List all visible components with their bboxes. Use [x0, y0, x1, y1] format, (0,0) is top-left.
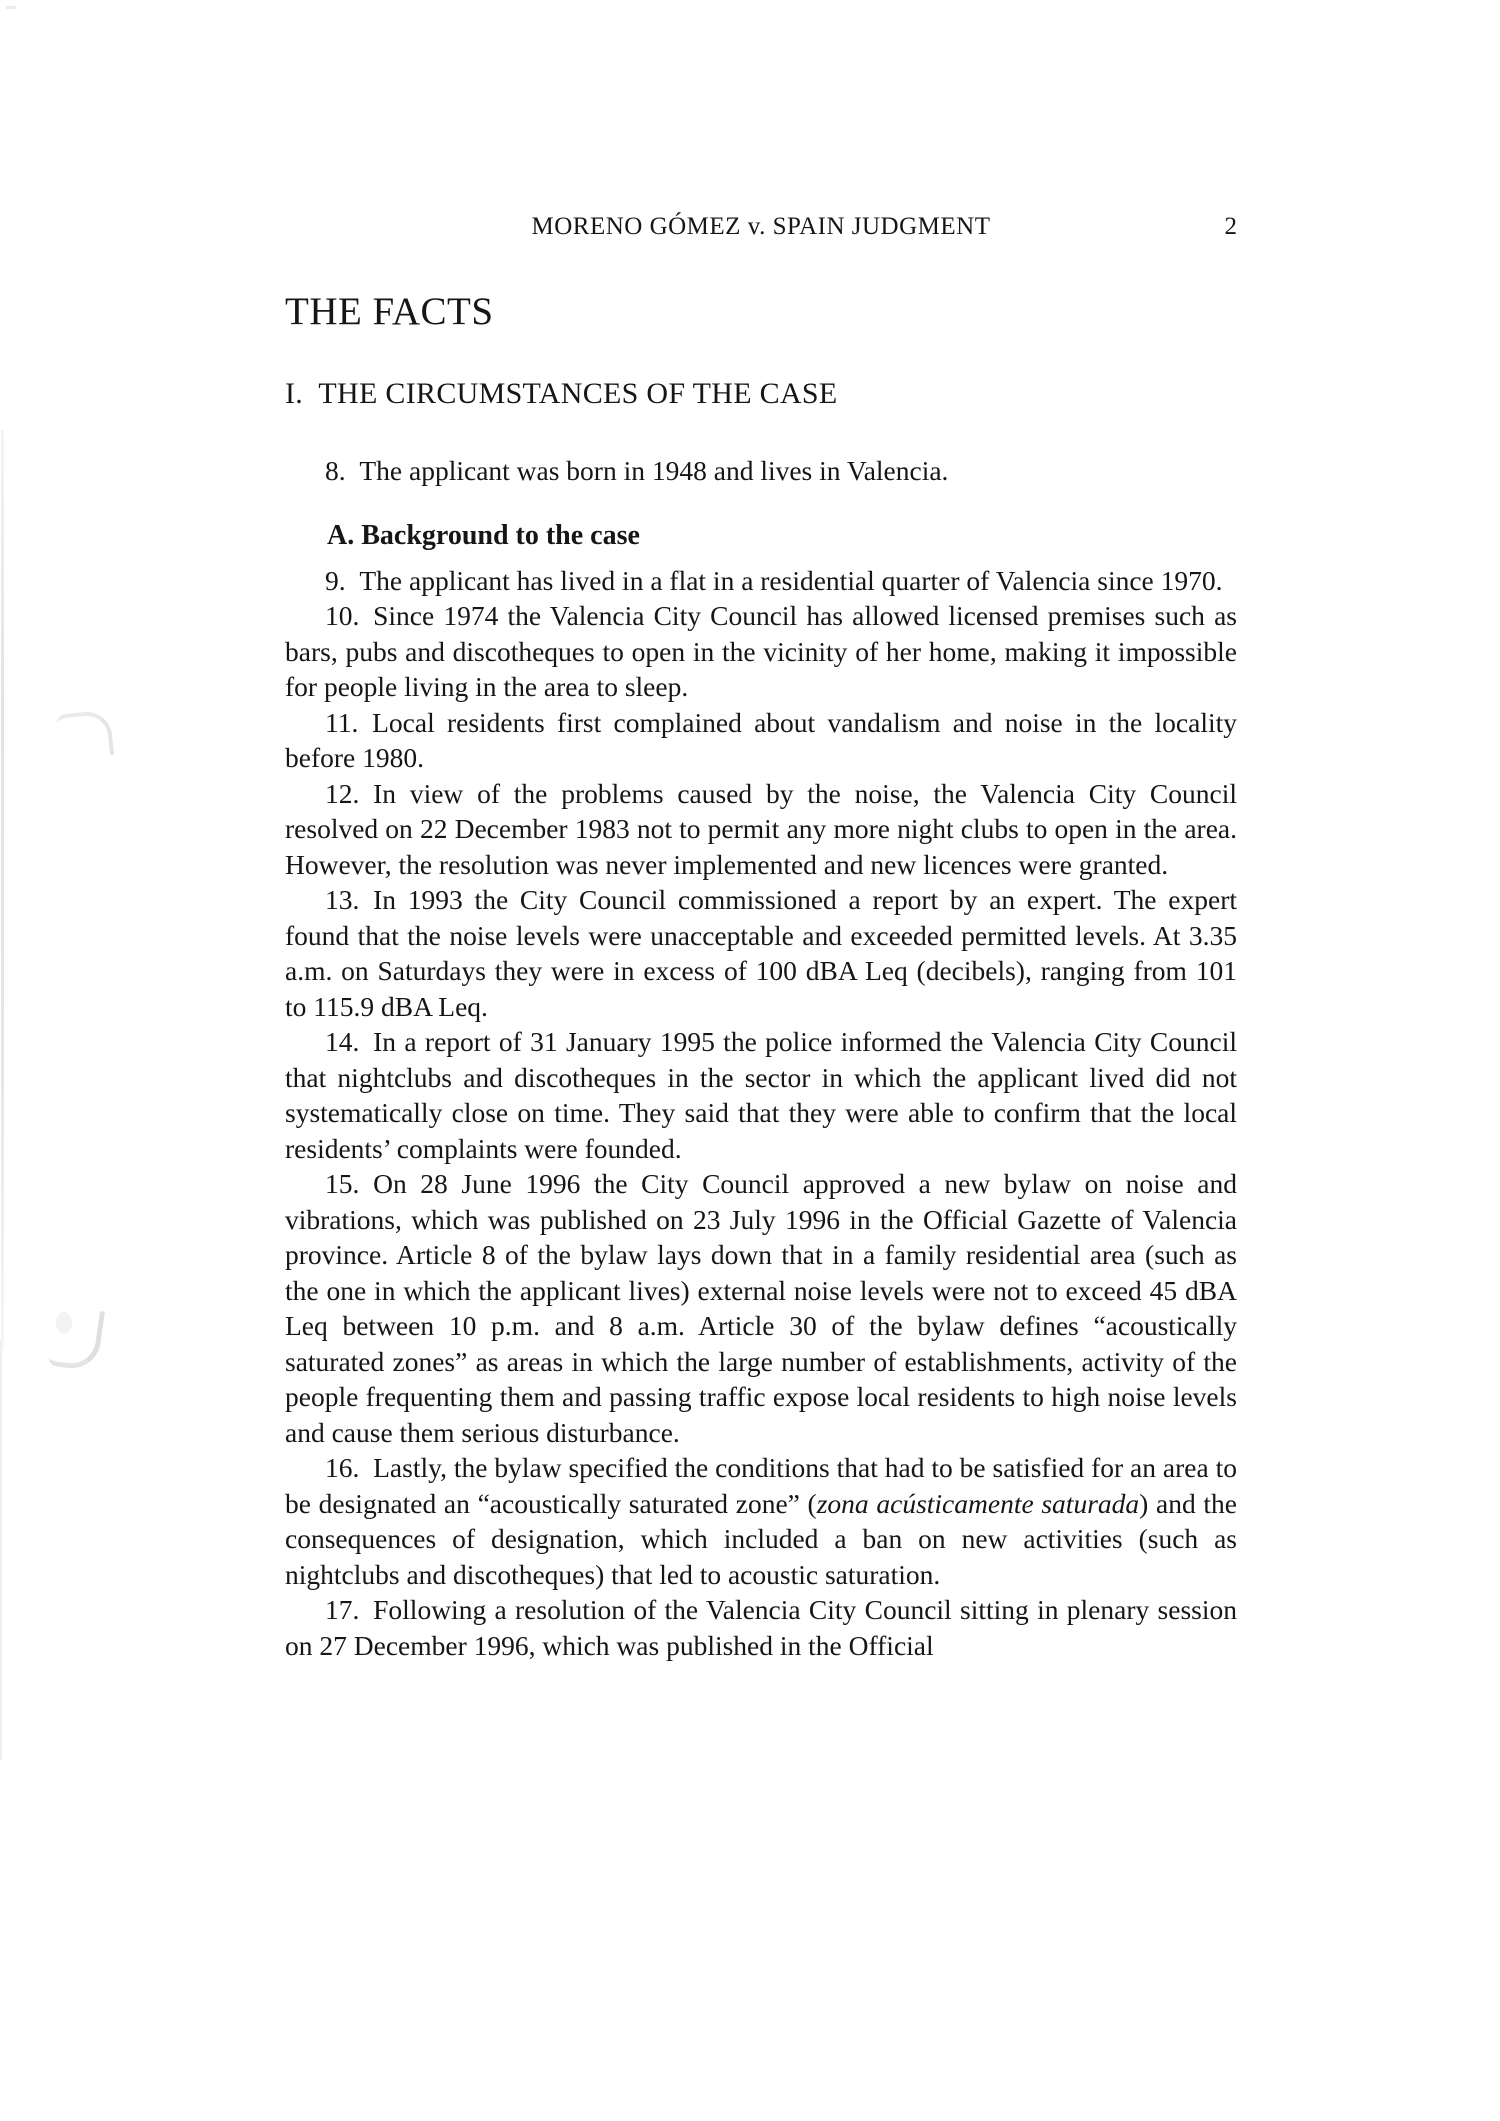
paragraph: [285, 776, 1237, 883]
header-case-title: MORENO GÓMEZ v. SPAIN JUDGMENT: [531, 213, 991, 240]
text-run: 12. In view of the problems caused by the noise, the Valencia City Council resolved on 22 December 1983 not to permit any more night clubs to open in the area. However, the resolution was never implemented and new licences were granted.: [285, 777, 1237, 880]
paragraph: [285, 1166, 1237, 1450]
text-run: 17. Following a resolution of the Valencia City Council sitting in plenary session on 27 December 1996, which was published in the Official: [285, 1594, 1237, 1661]
text-run: 11. Local residents first complained about vandalism and noise in the locality before 1980.: [285, 706, 1237, 773]
document-content: [285, 0, 1237, 1663]
scan-corner-mark: [6, 6, 16, 9]
subsection-heading: [285, 518, 1237, 554]
text-run: 15. On 28 June 1996 the City Council approved a new bylaw on noise and vibrations, which was published on 23 July 1996 in the Official Gazette of Valencia province. Article 8 of the bylaw lays down that in a family residential area (such as the one in which the applicant lives) external noise levels were not to exceed 45 dBA Leq between 10 p.m. and 8 a.m. Article 30 of the bylaw defines “acoustically saturated zones” as areas in which the large number of establishments, activity of the people frequenting them and passing traffic expose local residents to high noise levels and cause them serious disturbance.: [285, 1168, 1237, 1448]
subsection-title-circumstances: I. THE CIRCUMSTANCES OF THE CASE: [285, 377, 838, 410]
paragraph: [285, 1450, 1237, 1592]
paragraph: [285, 882, 1237, 1024]
scan-edge-line: [1, 430, 4, 1350]
italic-run: zona acústicamente saturada: [816, 1487, 1140, 1519]
running-header: [285, 212, 1237, 242]
paragraph: [285, 1024, 1237, 1166]
text-run: 10. Since 1974 the Valencia City Council has allowed licensed premises such as bars, pubs and discotheques to open in the vicinity of her home, making it impossible for people living in the area to sleep.: [285, 600, 1237, 702]
text-run: 13. In 1993 the City Council commissioned a report by an expert. The expert found that the noise levels were unacceptable and exceeded permitted levels. At 3.35 a.m. on Saturdays they were in excess of 100 dBA Leq (decibels), ranging from 101 to 115.9 dBA Leq.: [285, 884, 1237, 1022]
scan-artifact-upper: [56, 709, 115, 760]
paragraph: [285, 453, 1237, 489]
paragraph: [285, 598, 1237, 705]
paragraph: [285, 563, 1237, 599]
text-run: A. Background to the case: [327, 519, 640, 551]
scan-edge-line-lower: [0, 1340, 2, 1760]
text-run: 8. The applicant was born in 1948 and lives in Valencia.: [325, 455, 949, 486]
page-number: 2: [1224, 213, 1237, 240]
scan-artifact-lower: [48, 1305, 105, 1372]
text-run: 14. In a report of 31 January 1995 the police informed the Valencia City Council that nightclubs and discotheques in the sector in which the applicant lived did not systematically close on time. They said that they were able to confirm that the local residents’ complaints were founded.: [285, 1026, 1237, 1164]
text-run: ) and the consequences of designation, which included a ban on new activities (such as nightclubs and discotheques) that led to acoustic saturation.: [285, 1487, 1237, 1590]
text-run: 16. Lastly, the bylaw specified the conditions that had to be satisfied for an area to be designated an “acoustically saturated zone” (: [285, 1452, 1237, 1519]
paragraph-list: [285, 453, 1237, 1663]
paragraph: [285, 705, 1237, 776]
section-title-the-facts: THE FACTS: [285, 290, 494, 333]
paragraph: [285, 1592, 1237, 1663]
text-run: 9. The applicant has lived in a flat in a residential quarter of Valencia since 1970.: [325, 564, 1223, 596]
